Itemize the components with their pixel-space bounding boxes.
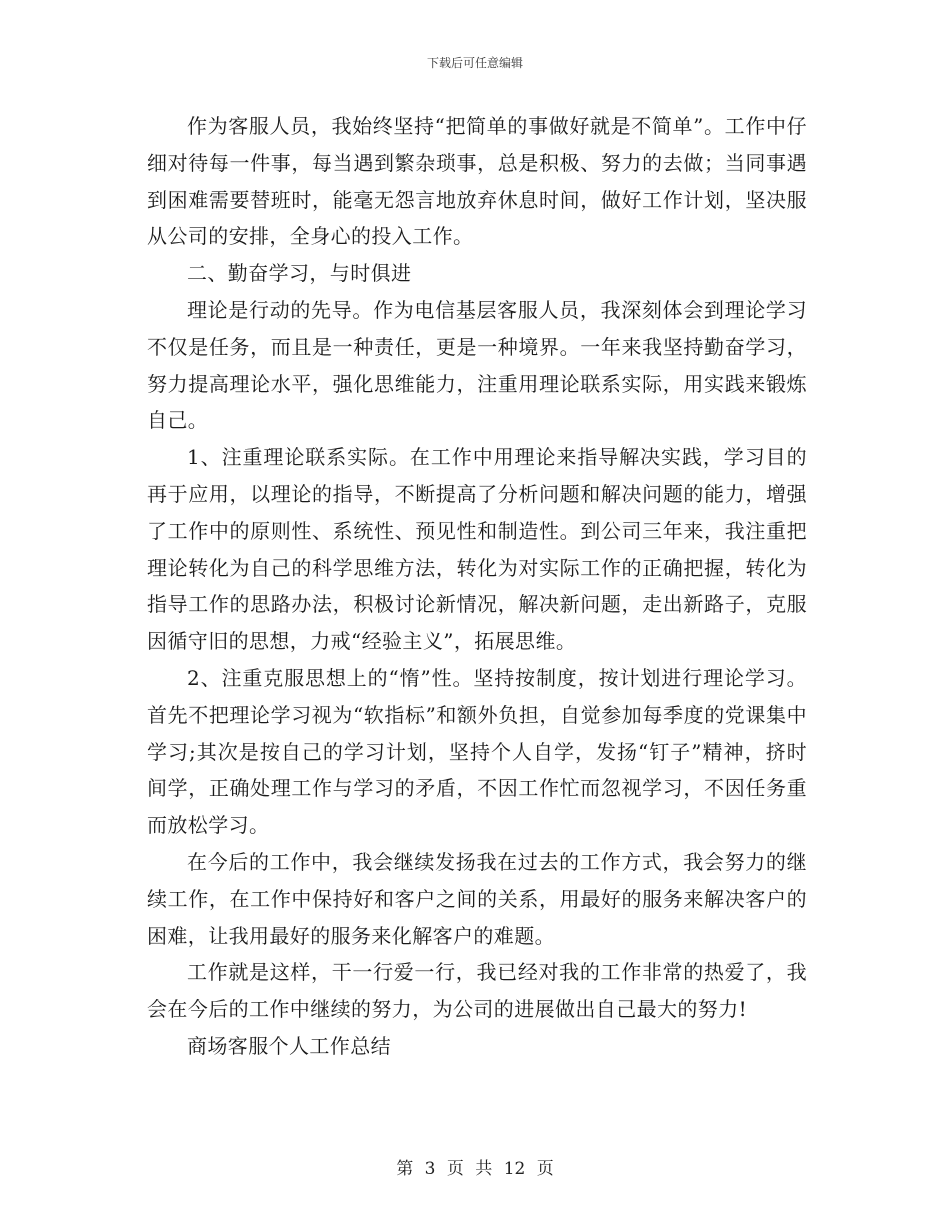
paragraph-overcome-inertia: 2、注重克服思想上的“惰”性。坚持按制度，按计划进行理论学习。首先不把理论学习视为“软指标”和额外负担，自觉参加每季度的党课集中学习;其次是按自己的学习计划，坚持个人自学，发扬“钉子”精神，挤时间学，正确处理工作与学习的矛盾，不因工作忙而忽视学习，不因任务重而放松学习。 [147,665,807,838]
section-heading-study: 二、勤奋学习，与时俱进 [187,261,412,286]
paragraph-future-work: 在今后的工作中，我会继续发扬我在过去的工作方式，我会努力的继续工作，在工作中保持好和客户之间的关系，用最好的服务来解决客户的困难，让我用最好的服务来化解客户的难题。 [147,849,807,948]
paragraph-theory-guidance: 理论是行动的先导。作为电信基层客服人员，我深刻体会到理论学习不仅是任务，而且是一种责任，更是一种境界。一年来我坚持勤奋学习，努力提高理论水平，强化思维能力，注重用理论联系实际，用实践来锻炼自己。 [147,297,807,433]
paragraph-love-work: 工作就是这样，干一行爱一行，我已经对我的工作非常的热爱了，我会在今后的工作中继续的努力，为公司的进展做出自己最大的努力! [147,960,807,1022]
header-note: 下载后可任意编辑 [426,56,523,70]
document-body [147,108,807,1065]
section-title-mall-summary: 商场客服个人工作总结 [187,1033,391,1058]
paragraph-theory-practice: 1、注重理论联系实际。在工作中用理论来指导解决实践，学习目的再于应用，以理论的指导，不断提高了分析问题和解决问题的能力，增强了工作中的原则性、系统性、预见性和制造性。到公司三年来，我注重把理论转化为自己的科学思维方法，转化为对实际工作的正确把握，转化为指导工作的思路办法，积极讨论新情况，解决新问题，走出新路子，克服因循守旧的思想，力戒“经验主义”，拓展思维。 [147,445,807,654]
paragraph-customer-service-attitude: 作为客服人员，我始终坚持“把简单的事做好就是不简单”。工作中仔细对待每一件事，每当遇到繁杂琐事，总是积极、努力的去做；当同事遇到困难需要替班时，能毫无怨言地放弃休息时间，做好工作计划，坚决服从公司的安排，全身心的投入工作。 [147,114,807,249]
page-number: 第 3 页 共 12 页 [396,1159,554,1179]
